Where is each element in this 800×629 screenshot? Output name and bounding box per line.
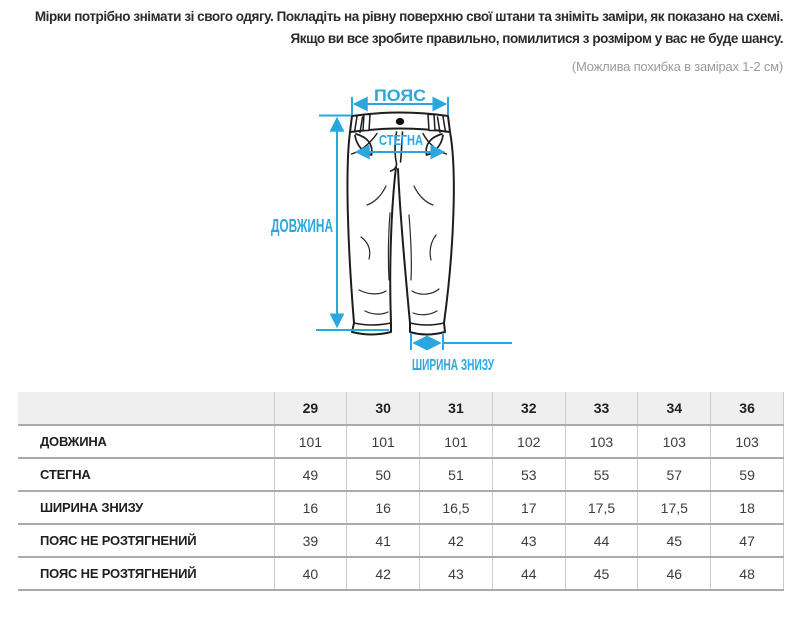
size-cell: 18 — [711, 491, 784, 524]
size-cell: 42 — [420, 524, 493, 557]
size-col-header: 31 — [420, 392, 493, 425]
size-col-header: 29 — [274, 392, 347, 425]
size-col-header: 30 — [347, 392, 420, 425]
bottom-width-measure — [411, 333, 512, 350]
length-label: ДОВЖИНА — [271, 216, 333, 236]
size-cell: 46 — [638, 557, 711, 590]
row-label: ШИРИНА ЗНИЗУ — [18, 491, 274, 524]
size-cell: 51 — [420, 458, 493, 491]
size-cell: 41 — [347, 524, 420, 557]
size-cell: 17,5 — [565, 491, 638, 524]
size-col-header: 36 — [711, 392, 784, 425]
table-row — [18, 524, 784, 557]
size-cell: 102 — [492, 425, 565, 458]
size-cell: 53 — [492, 458, 565, 491]
table-row — [18, 425, 784, 458]
size-cell: 17 — [492, 491, 565, 524]
row-label: ДОВЖИНА — [18, 425, 274, 458]
size-cell: 44 — [492, 557, 565, 590]
size-cell: 39 — [274, 524, 347, 557]
row-label: СТЕГНА — [18, 458, 274, 491]
size-cell: 103 — [638, 425, 711, 458]
size-cell: 57 — [638, 458, 711, 491]
tolerance-note: (Можлива похибка в замірах 1-2 см) — [571, 59, 783, 74]
table-row — [18, 491, 784, 524]
size-col-header: 33 — [565, 392, 638, 425]
size-col-header: 34 — [638, 392, 711, 425]
size-cell: 59 — [711, 458, 784, 491]
row-label: ПОЯС НЕ РОЗТЯГНЕНИЙ — [18, 524, 274, 557]
table-row — [18, 557, 784, 590]
size-cell: 101 — [420, 425, 493, 458]
pants-right-leg — [398, 132, 454, 335]
size-cell: 103 — [565, 425, 638, 458]
bottom-width-label: ШИРИНА ЗНИЗУ — [412, 357, 495, 374]
size-cell: 17,5 — [638, 491, 711, 524]
size-cell: 48 — [711, 557, 784, 590]
table-row — [18, 458, 784, 491]
size-cell: 101 — [347, 425, 420, 458]
intro-line-1: Мірки потрібно знімати зі свого одягу. Покладіть на рівну поверхню свої штани та зніміть заміри, як показано на схемі. — [34, 9, 783, 24]
size-cell: 16 — [347, 491, 420, 524]
size-cell: 101 — [274, 425, 347, 458]
pants-button — [396, 118, 404, 125]
size-cell: 47 — [711, 524, 784, 557]
row-label: ПОЯС НЕ РОЗТЯГНЕНИЙ — [18, 557, 274, 590]
size-cell: 45 — [638, 524, 711, 557]
size-cell: 43 — [492, 524, 565, 557]
size-cell: 42 — [347, 557, 420, 590]
waist-label: ПОЯС — [374, 86, 426, 105]
size-cell: 43 — [420, 557, 493, 590]
size-cell: 45 — [565, 557, 638, 590]
size-col-header: 32 — [492, 392, 565, 425]
size-cell: 103 — [711, 425, 784, 458]
size-header-empty-cell — [18, 392, 274, 425]
size-cell: 44 — [565, 524, 638, 557]
intro-line-2: Якщо ви все зробите правильно, помилитися з розміром у вас не буде шансу. — [290, 31, 783, 46]
size-cell: 50 — [347, 458, 420, 491]
size-cell: 55 — [565, 458, 638, 491]
size-table — [18, 392, 784, 591]
size-cell: 16,5 — [420, 491, 493, 524]
pants-measurement-diagram — [240, 85, 560, 390]
size-header-row — [18, 392, 784, 425]
hips-label: СТЕГНА — [379, 132, 424, 149]
size-cell: 49 — [274, 458, 347, 491]
size-cell: 16 — [274, 491, 347, 524]
size-cell: 40 — [274, 557, 347, 590]
